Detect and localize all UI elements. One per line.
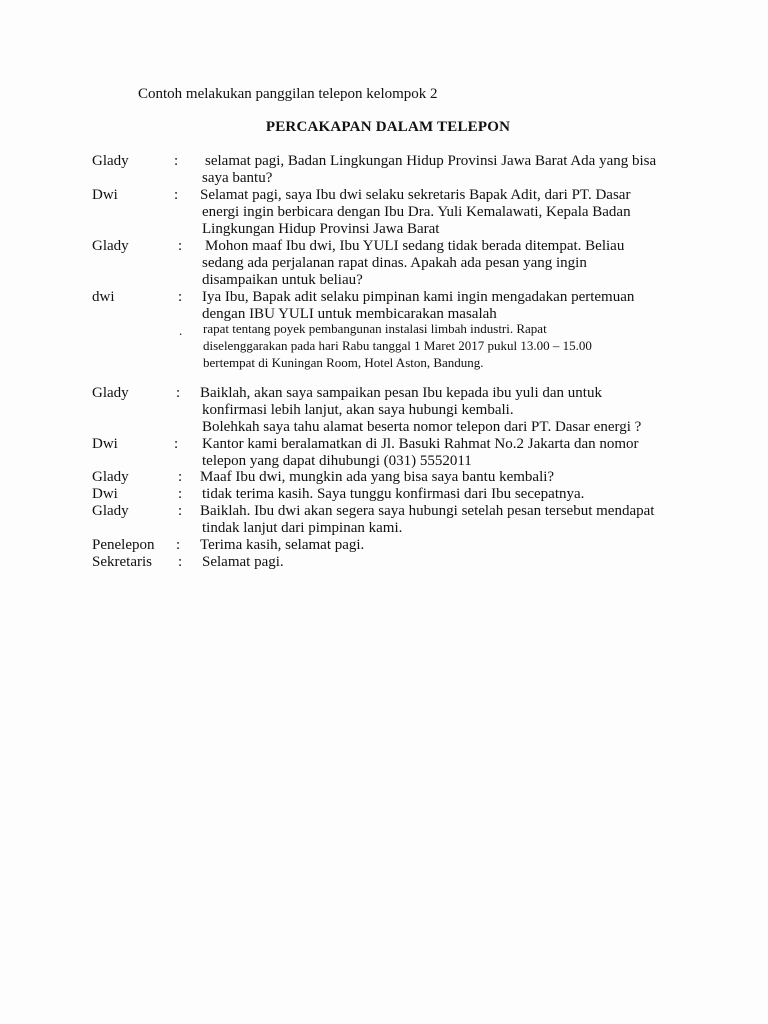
dialogue-line: bertempat di Kuningan Room, Hotel Aston, Bandung.: [203, 355, 484, 370]
dialogue-line: sedang ada perjalanan rapat dinas. Apakah ada pesan yang ingin: [202, 255, 587, 271]
page-title: PERCAKAPAN DALAM TELEPON: [265, 119, 511, 135]
dialogue-line: Selamat pagi.: [202, 554, 284, 570]
dialogue-line: disampaikan untuk beliau?: [202, 272, 363, 288]
dialogue-line: Lingkungan Hidup Provinsi Jawa Barat: [202, 221, 440, 237]
dialogue-line: konfirmasi lebih lanjut, akan saya hubungi kembali.: [202, 402, 514, 418]
dialogue-line: dengan IBU YULI untuk membicarakan masalah: [202, 306, 497, 322]
dialogue-line: Baiklah, akan saya sampaikan pesan Ibu kepada ibu yuli dan untuk: [200, 385, 602, 401]
dialogue-line: Selamat pagi, saya Ibu dwi selaku sekretaris Bapak Adit, dari PT. Dasar: [200, 187, 631, 203]
speaker-name: dwi: [92, 289, 115, 305]
separator: :: [174, 436, 179, 452]
speaker-name: Penelepon: [92, 537, 155, 553]
dialogue-line: rapat tentang poyek pembangunan instalasi limbah industri. Rapat: [203, 321, 547, 336]
separator: :: [174, 187, 179, 203]
speaker-name: Dwi: [92, 187, 118, 203]
dialogue-line: Maaf Ibu dwi, mungkin ada yang bisa saya bantu kembali?: [200, 469, 555, 485]
speaker-name: Glady: [92, 238, 129, 254]
separator: :: [178, 503, 183, 519]
separator: .: [179, 323, 183, 338]
separator: :: [178, 238, 183, 254]
dialogue-line: diselenggarakan pada hari Rabu tanggal 1 Maret 2017 pukul 13.00 – 15.00: [203, 338, 592, 353]
dialogue-line: saya bantu?: [202, 170, 273, 186]
dialogue-line: tindak lanjut dari pimpinan kami.: [202, 520, 403, 536]
dialogue-line: Iya Ibu, Bapak adit selaku pimpinan kami ingin mengadakan pertemuan: [202, 289, 635, 305]
intro-line: Contoh melakukan panggilan telepon kelompok 2: [138, 86, 438, 102]
speaker-name: Glady: [92, 153, 129, 169]
dialogue-line: telepon yang dapat dihubungi (031) 5552011: [202, 453, 472, 469]
separator: :: [178, 554, 183, 570]
speaker-name: Dwi: [92, 486, 118, 502]
separator: :: [176, 537, 181, 553]
dialogue-line: Mohon maaf Ibu dwi, Ibu YULI sedang tidak berada ditempat. Beliau: [205, 238, 625, 254]
speaker-name: Sekretaris: [92, 554, 152, 570]
separator: :: [178, 469, 183, 485]
separator: :: [174, 153, 179, 169]
dialogue-line: selamat pagi, Badan Lingkungan Hidup Provinsi Jawa Barat Ada yang bisa: [205, 153, 657, 169]
dialogue-line: energi ingin berbicara dengan Ibu Dra. Yuli Kemalawati, Kepala Badan: [202, 204, 631, 220]
dialogue-line: Kantor kami beralamatkan di Jl. Basuki Rahmat No.2 Jakarta dan nomor: [202, 436, 639, 452]
separator: :: [176, 385, 181, 401]
speaker-name: Glady: [92, 469, 129, 485]
separator: :: [178, 486, 183, 502]
dialogue-line: Terima kasih, selamat pagi.: [200, 537, 365, 553]
speaker-name: Dwi: [92, 436, 118, 452]
separator: :: [178, 289, 183, 305]
dialogue-line: tidak terima kasih. Saya tunggu konfirmasi dari Ibu secepatnya.: [202, 486, 585, 502]
speaker-name: Glady: [92, 385, 129, 401]
dialogue-line: Bolehkah saya tahu alamat beserta nomor telepon dari PT. Dasar energi ?: [202, 419, 642, 435]
dialogue-line: Baiklah. Ibu dwi akan segera saya hubungi setelah pesan tersebut mendapat: [200, 503, 655, 519]
speaker-name: Glady: [92, 503, 129, 519]
